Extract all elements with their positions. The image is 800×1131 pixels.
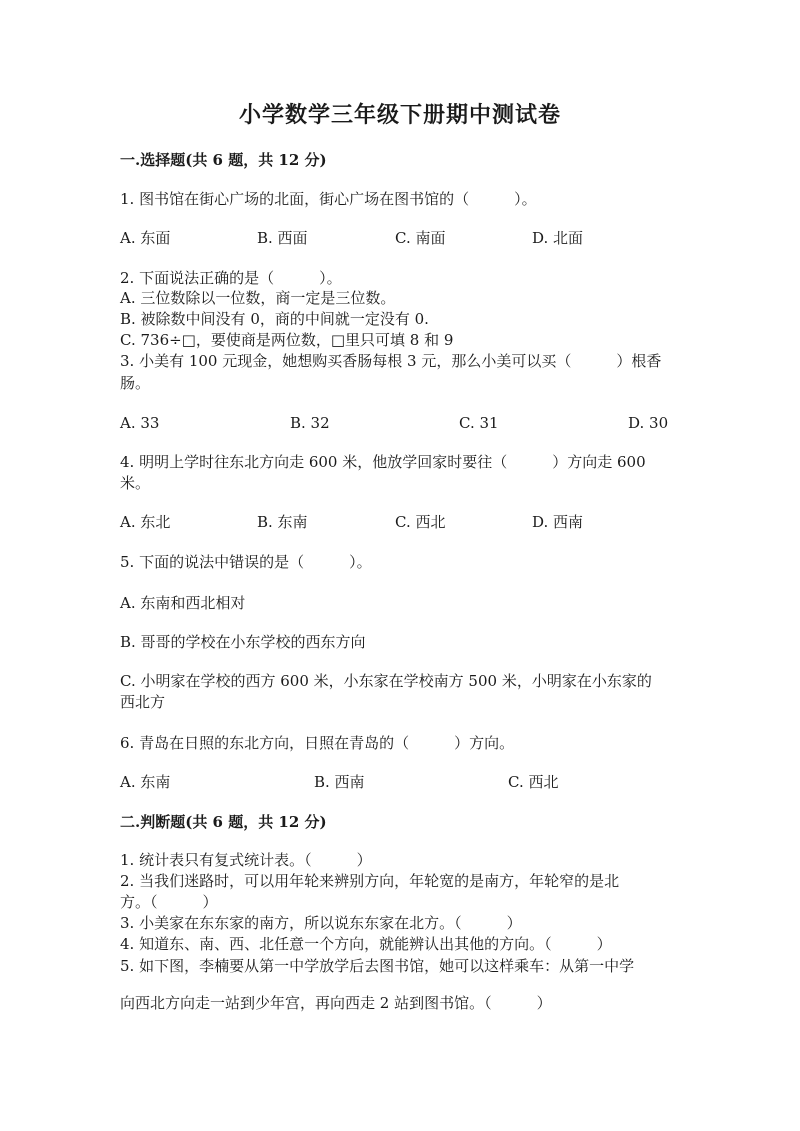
judgment-item-1: 1. 统计表只有复式统计表。（ ） [120, 851, 372, 869]
section-heading-judgment: 二.判断题(共 6 题，共 12 分) [120, 813, 327, 831]
judgment-item-2-line-2: 方。（ ） [120, 893, 218, 911]
q4-option-b: B. 东南 [257, 513, 308, 531]
q6-option-a: A. 东南 [120, 773, 171, 791]
page-title: 小学数学三年级下册期中测试卷 [238, 102, 561, 128]
question-5: 5. 下面的说法中错误的是（ ）。 [120, 553, 372, 571]
q3-option-a: A. 33 [120, 414, 160, 432]
q2-option-b: B. 被除数中间没有 0，商的中间就一定没有 0. [120, 310, 429, 328]
question-1: 1. 图书馆在街心广场的北面，街心广场在图书馆的（ ）。 [120, 190, 537, 208]
q3-option-d: D. 30 [628, 414, 669, 432]
question-2: 2. 下面说法正确的是（ ）。 [120, 269, 342, 287]
question-3-line-2: 肠。 [120, 374, 151, 392]
q4-option-c: C. 西北 [395, 513, 446, 531]
q1-option-a: A. 东面 [120, 229, 171, 247]
section-heading-choice: 一.选择题(共 6 题，共 12 分) [120, 151, 327, 169]
question-6: 6. 青岛在日照的东北方向，日照在青岛的（ ）方向。 [120, 734, 515, 752]
q1-option-b: B. 西面 [257, 229, 308, 247]
judgment-item-5-line-1: 5. 如下图，李楠要从第一中学放学后去图书馆，她可以这样乘车：从第一中学 [120, 957, 635, 975]
judgment-item-3: 3. 小美家在东东家的南方，所以说东东家在北方。（ ） [120, 914, 522, 932]
judgment-item-2-line-1: 2. 当我们迷路时，可以用年轮来辨别方向，年轮宽的是南方，年轮窄的是北 [120, 872, 620, 890]
judgment-item-5-line-2: 向西北方向走一站到少年宫，再向西走 2 站到图书馆。（ ） [120, 994, 552, 1012]
q5-option-c-line-2: 西北方 [120, 693, 166, 711]
q1-option-d: D. 北面 [532, 229, 584, 247]
q1-option-c: C. 南面 [395, 229, 446, 247]
q2-option-c: C. 736÷□，要使商是两位数，□里只可填 8 和 9 [120, 331, 454, 349]
q6-option-b: B. 西南 [314, 773, 365, 791]
q4-option-a: A. 东北 [120, 513, 171, 531]
q5-option-c-line-1: C. 小明家在学校的西方 600 米，小东家在学校南方 500 米，小明家在小东家的 [120, 672, 652, 690]
q4-option-d: D. 西南 [532, 513, 584, 531]
question-4-line-2: 米。 [120, 474, 151, 492]
question-3-line-1: 3. 小美有 100 元现金，她想购买香肠每根 3 元，那么小美可以买（ ）根香 [120, 352, 662, 370]
q2-option-a: A. 三位数除以一位数，商一定是三位数。 [120, 289, 396, 307]
q5-option-b: B. 哥哥的学校在小东学校的西东方向 [120, 633, 366, 651]
judgment-item-4: 4. 知道东、南、西、北任意一个方向，就能辨认出其他的方向。（ ） [120, 935, 612, 953]
question-4-line-1: 4. 明明上学时往东北方向走 600 米，他放学回家时要往（ ）方向走 600 [120, 453, 646, 471]
q3-option-b: B. 32 [290, 414, 330, 432]
q3-option-c: C. 31 [459, 414, 499, 432]
q6-option-c: C. 西北 [508, 773, 559, 791]
q5-option-a: A. 东南和西北相对 [120, 594, 246, 612]
